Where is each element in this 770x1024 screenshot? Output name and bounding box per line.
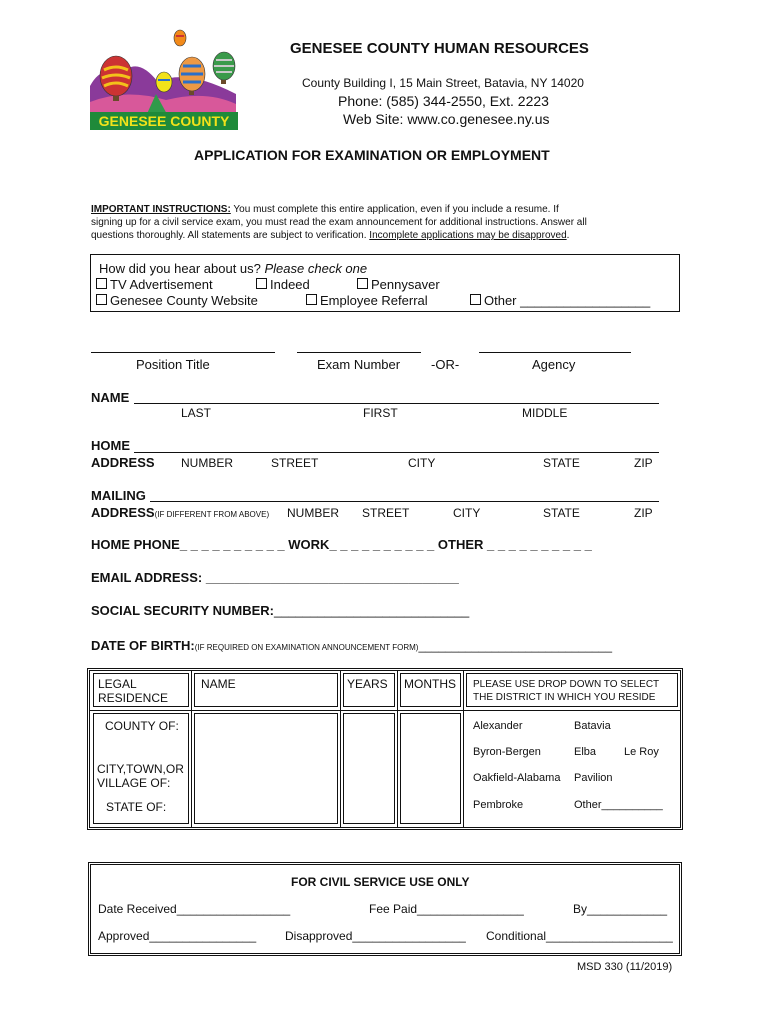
ssn-row (91, 603, 469, 618)
svg-text:GENESEE COUNTY: GENESEE COUNTY (98, 113, 230, 129)
exam-number-label: Exam Number (317, 357, 401, 372)
district-byron-bergen[interactable]: Byron-Bergen (473, 746, 541, 758)
home-number-label: NUMBER (181, 456, 234, 470)
name-first-label: FIRST (363, 406, 398, 420)
home-zip-label: ZIP (634, 456, 653, 470)
mailing-address-label: ADDRESS(IF DIFFERENT FROM ABOVE) (91, 505, 270, 520)
disapproved-field[interactable]: _________________ (352, 929, 466, 943)
or-label: -OR- (431, 357, 460, 372)
home-address-label: ADDRESS (91, 455, 155, 470)
checkbox-icon[interactable] (96, 294, 107, 305)
mailing-state-label: STATE (543, 506, 580, 520)
org-address: County Building I, 15 Main Street, Batavia, NY 14020 (302, 76, 584, 90)
mailing-street-label: STREET (362, 506, 410, 520)
name-label: NAME (91, 390, 130, 405)
district-pavilion[interactable]: Pavilion (574, 772, 613, 784)
other-phone-field[interactable]: _ _ _ _ _ _ _ _ _ _ (483, 537, 592, 552)
option-indeed[interactable]: Indeed (256, 277, 310, 292)
home-phone-label: HOME PHONE (91, 537, 180, 552)
date-received-field[interactable]: _________________ (176, 902, 291, 916)
by-field[interactable]: ____________ (587, 902, 668, 916)
home-label: HOME (91, 438, 130, 453)
district-pembroke[interactable]: Pembroke (473, 799, 524, 811)
other-phone-label: OTHER (437, 537, 484, 552)
form-code: MSD 330 (11/2019) (577, 961, 673, 973)
dob-row (91, 637, 612, 655)
district-batavia[interactable]: Batavia (574, 720, 611, 732)
org-phone: Phone: (585) 344-2550, Ext. 2223 (338, 93, 549, 109)
checkbox-icon[interactable] (306, 294, 317, 305)
option-tv-advertisement[interactable]: TV Advertisement (96, 277, 213, 292)
district-alexander[interactable]: Alexander (473, 720, 523, 732)
position-title-label: Position Title (136, 357, 210, 372)
mailing-number-label: NUMBER (287, 506, 340, 520)
city-town-village-label: CITY,TOWN,OR VILLAGE OF: (97, 762, 184, 790)
home-phone-field[interactable]: _ _ _ _ _ _ _ _ _ _ (179, 537, 285, 552)
option-pennysaver[interactable]: Pennysaver (357, 277, 440, 292)
legal-residence-header: LEGAL RESIDENCE (98, 677, 169, 705)
conditional-row: Conditional___________________ (486, 929, 673, 943)
genesee-county-logo (86, 24, 246, 132)
name-middle-label: MIDDLE (522, 406, 568, 420)
conditional-field[interactable]: ___________________ (546, 929, 673, 943)
hear-about-question: How did you hear about us? Please check one (99, 261, 368, 276)
ssn-label: SOCIAL SECURITY NUMBER: (91, 603, 274, 618)
email-field[interactable]: ___________________________________ (205, 570, 459, 585)
months-header: MONTHS (404, 677, 456, 691)
checkbox-icon[interactable] (256, 278, 267, 289)
name-last-label: LAST (181, 406, 212, 420)
email-label: EMAIL ADDRESS: (91, 570, 206, 585)
name-field[interactable] (134, 403, 659, 404)
district-other[interactable]: Other__________ (574, 799, 663, 811)
mailing-zip-label: ZIP (634, 506, 653, 520)
ssn-field[interactable]: ___________________________ (273, 603, 470, 618)
home-state-label: STATE (543, 456, 580, 470)
state-of-label: STATE OF: (106, 800, 167, 814)
dob-label: DATE OF BIRTH: (91, 638, 195, 653)
fee-paid-row: Fee Paid________________ (369, 902, 524, 916)
exam-number-field[interactable] (297, 352, 421, 353)
mailing-city-label: CITY (453, 506, 481, 520)
instructions-warning: Incomplete applications may be disapproved (369, 230, 567, 241)
instructions-line3: questions thoroughly. All statements are subject to verification. (91, 230, 370, 241)
instructions-block: IMPORTANT INSTRUCTIONS: You must complete this entire application, even if you include a resume. If signing up for a civil service exam, you must read the exam announcement for additional instructions. Answer all questions thoroughly. All statements are subject to verification. Incomplete applications may be disapproved. (91, 204, 587, 241)
mailing-label: MAILING (91, 488, 146, 503)
checkbox-icon[interactable] (96, 278, 107, 289)
years-header: YEARS (347, 677, 388, 691)
phone-row (91, 537, 592, 552)
home-address-field[interactable] (134, 452, 659, 453)
instructions-label: IMPORTANT INSTRUCTIONS: (91, 204, 231, 215)
mailing-address-field[interactable] (150, 501, 659, 502)
county-of-label: COUNTY OF: (105, 719, 179, 733)
approved-row: Approved________________ (98, 929, 257, 943)
dob-note: (IF REQUIRED ON EXAMINATION ANNOUNCEMENT FORM) (194, 643, 419, 652)
name-header: NAME (201, 677, 236, 691)
option-genesee-county-website[interactable]: Genesee County Website (96, 293, 258, 308)
district-le-roy[interactable]: Le Roy (624, 746, 659, 758)
checkbox-icon[interactable] (357, 278, 368, 289)
home-street-label: STREET (271, 456, 319, 470)
approved-field[interactable]: ________________ (149, 929, 257, 943)
mailing-address-note: (IF DIFFERENT FROM ABOVE) (154, 510, 270, 519)
instructions-line1: You must complete this entire application, even if you include a resume. If (230, 204, 559, 215)
date-received-row: Date Received_________________ (98, 902, 291, 916)
agency-label: Agency (532, 357, 576, 372)
district-elba[interactable]: Elba (574, 746, 597, 758)
option-other[interactable]: Other __________________ (470, 293, 650, 308)
agency-field[interactable] (479, 352, 631, 353)
fee-paid-field[interactable]: ________________ (417, 902, 524, 916)
email-row (91, 570, 459, 585)
district-dropdown-instructions: PLEASE USE DROP DOWN TO SELECT THE DISTRICT IN WHICH YOU RESIDE (473, 679, 660, 703)
org-title: GENESEE COUNTY HUMAN RESOURCES (290, 40, 589, 57)
position-title-field[interactable] (91, 352, 275, 353)
work-phone-field[interactable]: _ _ _ _ _ _ _ _ _ _ (329, 537, 435, 552)
checkbox-icon[interactable] (470, 294, 481, 305)
instructions-line2: signing up for a civil service exam, you must read the exam announcement for additional instructions. Answer all (91, 217, 587, 228)
org-website: Web Site: www.co.genesee.ny.us (343, 111, 550, 127)
home-city-label: CITY (408, 456, 436, 470)
civil-service-title: FOR CIVIL SERVICE USE ONLY (291, 875, 470, 889)
by-row: By____________ (573, 902, 668, 916)
dob-field[interactable]: _____________________________ (418, 639, 613, 653)
form-title: APPLICATION FOR EXAMINATION OR EMPLOYMENT (194, 147, 550, 163)
work-phone-label: WORK (288, 537, 330, 552)
option-employee-referral[interactable]: Employee Referral (306, 293, 428, 308)
district-oakfield-alabama[interactable]: Oakfield-Alabama (473, 772, 561, 784)
disapproved-row: Disapproved_________________ (285, 929, 466, 943)
